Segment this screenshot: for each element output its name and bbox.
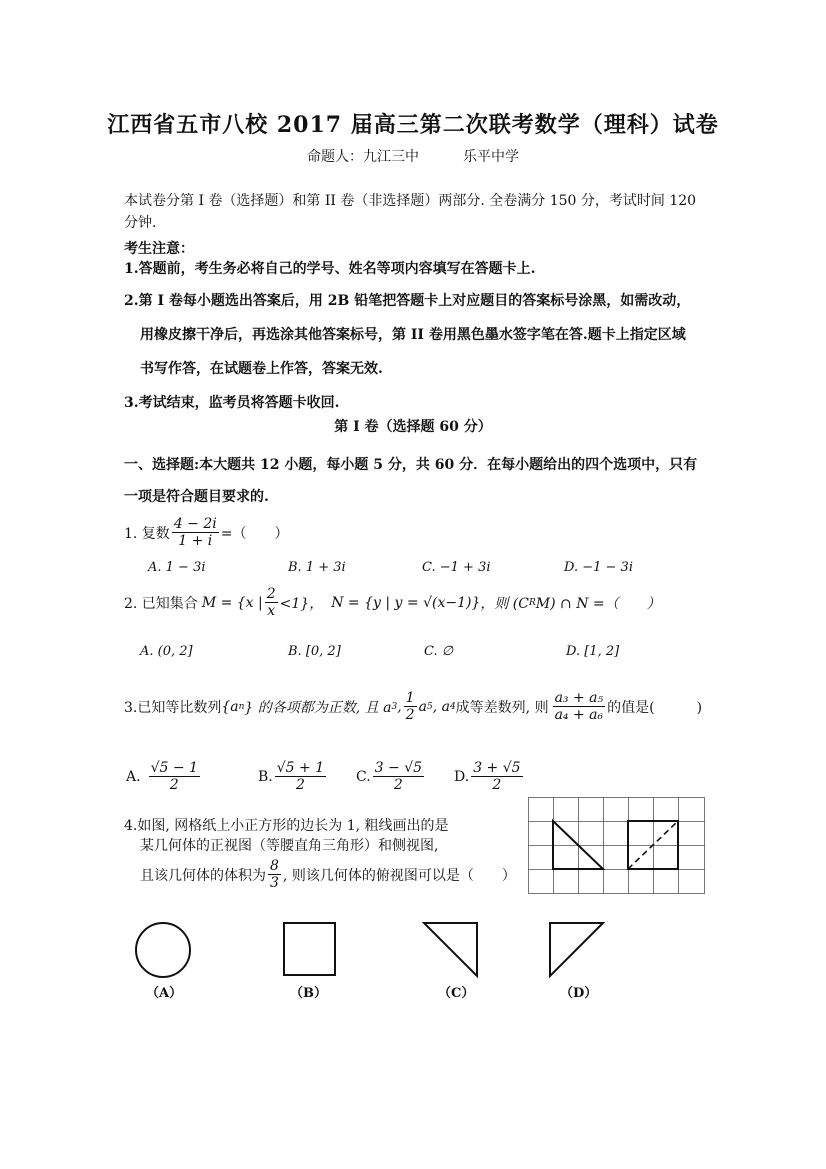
q3-opt-a-label: A.: [126, 768, 141, 785]
q3-a5-sub: 5: [426, 701, 433, 712]
q3-opt-d-frac: [471, 760, 522, 793]
q2-option-d: D. [1, 2]: [566, 644, 620, 659]
side-view-dashed-diagonal: [628, 821, 678, 869]
q2-numerator: 2: [266, 586, 276, 602]
q2-set-m-a: M = {x |: [201, 594, 263, 611]
q3-ratio-den: a₄ + a₆: [554, 707, 604, 724]
q3-opt-a-num: √5 − 1: [150, 760, 198, 776]
q4-volume-num: 8: [270, 858, 279, 874]
q3-opt-b-num: √5 + 1: [276, 760, 325, 776]
q1-prefix: 1. 复数: [124, 525, 170, 542]
q3-opt-d-label: D.: [454, 768, 470, 785]
q2-option-a: A. (0, 2]: [140, 644, 193, 659]
q4-grid-figure: [528, 797, 706, 895]
q3-ratio: [553, 690, 606, 723]
notice-item-3: 3.考试结束，监考员将答题卡收回.: [124, 395, 340, 411]
q3-opt-d-num: 3 + √5: [473, 760, 521, 776]
question-1: [124, 516, 288, 549]
option-d-triangle: [548, 921, 606, 979]
q1-numerator: 4 − 2i: [173, 516, 217, 532]
q3-arith: 成等差数列, 则: [455, 699, 549, 716]
q3-option-d: [454, 760, 525, 793]
option-b-square: [282, 921, 338, 977]
q3-option-c: [356, 760, 426, 793]
q3-a4: , a: [432, 698, 450, 715]
q3-prefix: 3.已知等比数列: [124, 699, 222, 716]
q4-volume-frac: [268, 858, 281, 891]
q3-seq: {a: [221, 698, 239, 715]
q2-tail: M) ∩ N =（ ）: [535, 595, 661, 612]
q2-option-c: C. ∅: [424, 644, 454, 659]
q2-set-m-b: <1}，: [279, 595, 324, 612]
q1-option-b: B. 1 + 3i: [288, 560, 346, 575]
question-3: [124, 690, 702, 723]
q1-fraction: [172, 516, 219, 549]
option-c-label: （C）: [438, 986, 475, 1001]
notice-item-1: 1.答题前，考生务必将自己的学号、姓名等项内容填写在答题卡上.: [124, 261, 536, 277]
q3-suffix: 的值是( ): [607, 699, 703, 716]
option-d-label: （D）: [560, 986, 598, 1001]
q1-option-c: C. −1 + 3i: [422, 560, 491, 575]
front-view-triangle: [553, 821, 603, 869]
q4-line-3b: , 则该几何体的俯视图可以是（ ）: [282, 867, 516, 884]
author-2: 乐平中学: [463, 149, 519, 165]
q3-a3-sub: 3: [391, 701, 398, 712]
q3-half: [404, 690, 417, 723]
section-instruction-b: 一项是符合题目要求的.: [124, 489, 269, 505]
q3-seq-sub: n: [238, 701, 245, 712]
option-c-triangle: [422, 921, 480, 979]
q3-a4-sub: 4: [449, 701, 456, 712]
notice-item-2a: 2.第 I 卷每小题选出答案后，用 2B 铅笔把答题卡上对应题目的答案标号涂黑，如需改动，: [124, 293, 691, 309]
q2-suffix: ，则 (C: [480, 595, 529, 612]
q3-a5: a: [418, 698, 427, 715]
option-a-circle: [134, 920, 194, 980]
q4-line-2: 某几何体的正视图（等腰直角三角形）和侧视图,: [140, 838, 439, 854]
page-title: 江西省五市八校 2017 届高三第二次联考数学（理科）试卷: [107, 112, 719, 138]
q3-opt-d-den: 2: [492, 777, 502, 794]
q1-suffix: =（ ）: [220, 525, 289, 542]
notice-heading: 考生注意：: [124, 241, 194, 257]
q3-ratio-num: a₃ + a₅: [554, 690, 604, 706]
option-b-label: （B）: [290, 986, 327, 1001]
q3-opt-a-den: 2: [169, 777, 179, 794]
q3-option-a: [126, 760, 202, 793]
q3-opt-a-frac: [149, 760, 200, 793]
q4-line-1: 4.如图, 网格纸上小正方形的边长为 1, 粗线画出的是: [124, 818, 449, 834]
option-a-label: （A）: [146, 986, 183, 1001]
q4-line-3: [140, 858, 516, 891]
q2-set-n: N = {y | y = √(x−1)}: [331, 594, 481, 611]
q3-opt-c-den: 2: [393, 777, 403, 794]
q3-opt-b-label: B.: [258, 768, 273, 785]
notice-item-2b: 用橡皮擦干净后，再选涂其他答案标号，第 II 卷用黑色墨水签字笔在答.题卡上指定区域: [140, 327, 686, 343]
intro-text: 本试卷分第 I 卷（选择题）和第 II 卷（非选择题）两部分. 全卷满分 150 分，考试时间 120 分钟.: [124, 193, 697, 231]
q2-sub: R: [528, 597, 536, 608]
q2-prefix: 2. 已知集合: [124, 595, 198, 612]
q3-opt-c-frac: [373, 760, 424, 793]
q3-opt-c-num: 3 − √5: [374, 760, 423, 776]
q2-option-b: B. [0, 2]: [288, 644, 341, 659]
q1-option-d: D. −1 − 3i: [564, 560, 633, 575]
authors: [0, 146, 826, 166]
q1-denominator: 1 + i: [178, 533, 213, 550]
q3-comma: ,: [397, 698, 402, 715]
q3-opt-b-den: 2: [295, 777, 305, 794]
q3-opt-c-label: C.: [356, 768, 371, 785]
notice-item-2c: 书写作答，在试题卷上作答，答案无效.: [140, 361, 383, 377]
q2-fraction: [265, 586, 278, 619]
question-2: [124, 586, 661, 619]
q3-mid: } 的各项都为正数, 且 a: [244, 699, 392, 716]
section-title: 第 I 卷（选择题 60 分）: [334, 419, 492, 435]
q4-volume-den: 3: [270, 875, 279, 892]
section-instruction-a: 一、选择题:本大题共 12 小题，每小题 5 分，共 60 分．在每小题给出的四个选项中，只有: [124, 457, 698, 473]
author-1: 命题人：九江三中: [307, 149, 419, 165]
q3-opt-b-frac: [275, 760, 326, 793]
q1-option-a: A. 1 − 3i: [148, 560, 206, 575]
q3-option-b: [258, 760, 328, 793]
q2-denominator: x: [267, 603, 276, 620]
q3-half-den: 2: [405, 707, 415, 724]
q4-line-3a: 且该几何体的体积为: [140, 867, 266, 884]
q3-half-num: 1: [405, 690, 415, 706]
